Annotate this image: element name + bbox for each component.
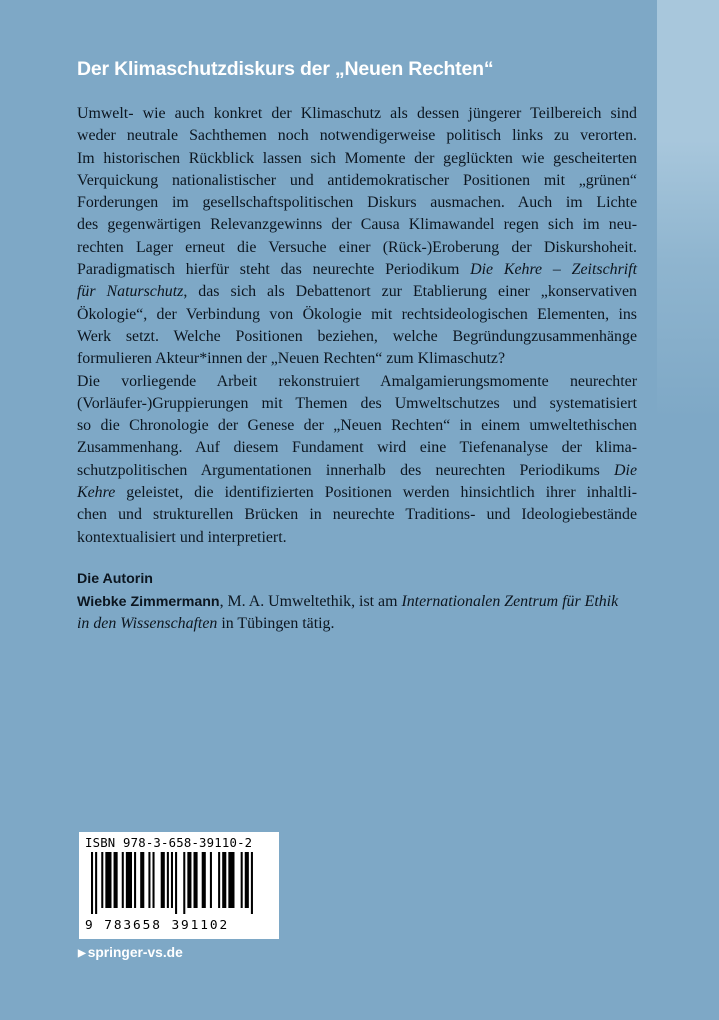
barcode-bar <box>194 852 198 908</box>
blurb-line: weder neutrale Sachthemen noch notwendigerweise politisch links zu verorten. <box>77 127 637 145</box>
author-name: Wiebke Zimmermann <box>77 593 220 610</box>
blurb-line: Umwelt- wie auch konkret der Klimaschutz als dessen jüngerer Teilbereich sind <box>77 105 637 122</box>
blurb-line: kontextualisiert und interpretiert. <box>77 528 287 546</box>
isbn-barcode <box>79 832 279 939</box>
blurb-line: Verquickung nationalistischer und antidemokratischer Positionen mit „grünen“ <box>77 171 637 189</box>
periodical-short-title: Die <box>614 461 637 479</box>
barcode-bar <box>140 852 144 908</box>
back-cover-content <box>77 58 637 636</box>
barcode-bar <box>228 852 234 908</box>
barcode-bar <box>134 852 136 908</box>
blurb-text-fragment: , das sich als Debattenort zur Etablierung einer „konservativen <box>183 283 637 301</box>
barcode-bar <box>167 852 169 908</box>
barcode-bar <box>161 852 165 908</box>
blurb-line <box>77 482 637 504</box>
author-bio-fragment: in Tübingen tätig. <box>217 615 335 633</box>
blurb-text-fragment: Paradigmatisch hierfür steht das neurechte Periodikum <box>77 261 460 279</box>
author-bio-fragment: , M. A. Umweltethik, ist am <box>219 592 402 610</box>
ean-digits: 9 783658 391102 <box>85 918 230 933</box>
blurb-line: (Vorläufer-)Gruppierungen mit Themen des Umweltschutzes und systematisiert <box>77 394 637 412</box>
barcode-bar <box>245 852 249 908</box>
barcode-bar <box>114 852 118 908</box>
barcode-bar <box>95 852 97 914</box>
barcode-bar <box>101 852 103 908</box>
publisher-url-text: springer-vs.de <box>87 945 183 960</box>
author-bio-line <box>77 591 637 613</box>
barcode-bar <box>171 852 173 908</box>
arrow-right-icon: ▶ <box>78 948 86 959</box>
barcode-bar <box>251 852 253 914</box>
blurb-line-periodical <box>77 259 637 281</box>
author-bio <box>77 591 637 636</box>
blurb-line: Werk setzt. Welche Positionen beziehen, welche Begründungzusammenhänge <box>77 327 637 345</box>
blurb-line: Zusammenhang. Auf diesem Fundament wird eine Tiefenanalyse der klima- <box>77 439 637 457</box>
barcode-bar <box>126 852 132 908</box>
barcode-bar <box>175 852 177 914</box>
blurb-line: des gegenwärtigen Relevanzgewinns der Causa Klimawandel regen sich im neu- <box>77 216 637 234</box>
barcode-bar <box>148 852 150 908</box>
barcode-bar <box>241 852 243 908</box>
barcode-bar <box>202 852 206 908</box>
author-bio-line <box>77 613 637 635</box>
barcode-bar <box>187 852 191 908</box>
periodical-title-cont: für Naturschutz <box>77 283 184 301</box>
blurb-line: Im historischen Rückblick lassen sich Momente der geglückten wie gescheiterten <box>77 149 637 167</box>
blurb-line: Forderungen im gesellschaftspolitischen Diskurs ausmachen. Auch im Lichte <box>77 194 637 212</box>
blurb-text-fragment: geleistet, die identifizierten Positionen werden hinsichtlich ihrer inhaltli- <box>115 484 637 502</box>
book-title: Der Klimaschutzdiskurs der „Neuen Rechten“ <box>77 58 494 80</box>
author-heading: Die Autorin <box>77 570 153 587</box>
blurb-line <box>77 281 637 303</box>
barcode-bar <box>222 852 226 908</box>
periodical-short-title-cont: Kehre <box>77 484 116 502</box>
barcode-bar <box>210 852 212 908</box>
barcode-bar <box>91 852 93 914</box>
barcode-bar <box>218 852 220 908</box>
institute-name-cont: in den Wissenschaften <box>77 615 218 633</box>
blurb-text <box>77 103 637 549</box>
blurb-line: Die vorliegende Arbeit rekonstruiert Amalgamierungsmomente neurechter <box>77 372 637 390</box>
blurb-line: formulieren Akteur*innen der „Neuen Rechten“ zum Klimaschutz? <box>77 350 505 368</box>
barcode-bars <box>85 852 273 914</box>
blurb-line: Ökologie“, der Verbindung von Ökologie mit rechtsideologischen Elementen, ins <box>77 305 637 323</box>
corner-accent-strip <box>657 0 719 1020</box>
periodical-title: Die Kehre – Zeitschrift <box>470 261 637 279</box>
blurb-line: rechten Lager erneut die Versuche einer (Rück-)Eroberung der Diskurshoheit. <box>77 238 637 256</box>
blurb-line: chen und strukturellen Brücken in neurechte Traditions- und Ideologiebestände <box>77 506 637 524</box>
barcode-bar <box>122 852 124 908</box>
barcode-bar <box>183 852 185 914</box>
publisher-url[interactable] <box>78 945 183 960</box>
isbn-label: ISBN 978-3-658-39110-2 <box>85 836 253 850</box>
blurb-line: so die Chronologie der Genese der „Neuen Rechten“ in einem umweltethischen <box>77 417 637 435</box>
institute-name: Internationalen Zentrum für Ethik <box>401 592 619 610</box>
blurb-line <box>77 460 637 482</box>
blurb-text-fragment: schutzpolitischen Argumentationen innerhalb des neurechten Periodikums <box>77 461 600 479</box>
barcode-bar <box>105 852 111 908</box>
barcode-bar <box>153 852 155 908</box>
